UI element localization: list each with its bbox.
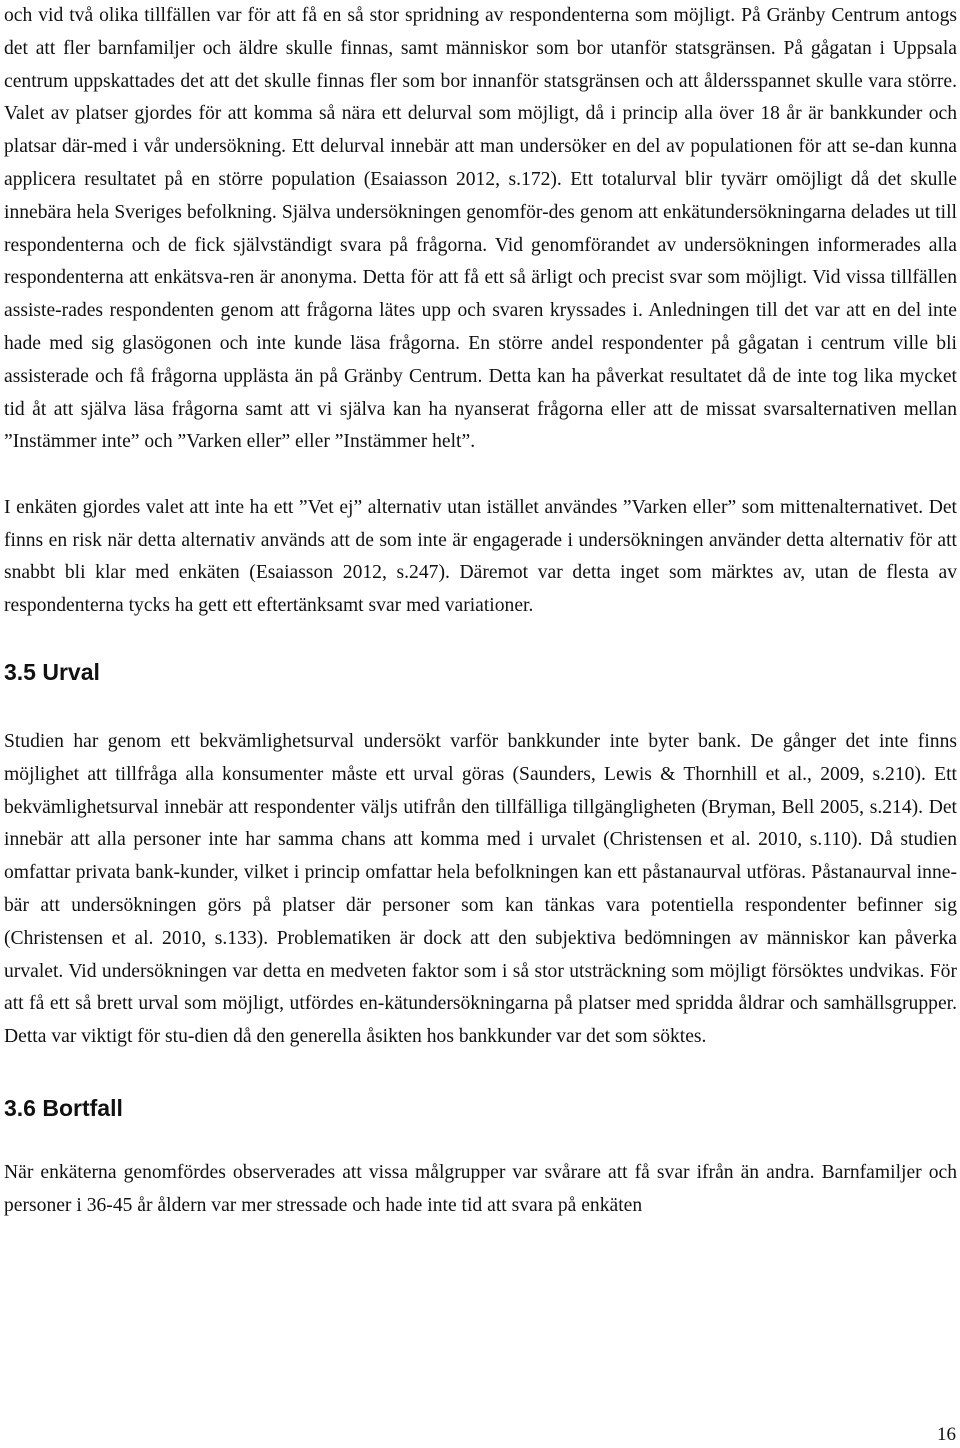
body-paragraph: I enkäten gjordes valet att inte ha ett ”Vet ej” alternativ utan istället användes ”Varken eller” som mittenalternativet. Det finns en risk när detta alternativ används att de som inte är engagerade i undersökningen använder detta alternativ för att snabbt bli klar med enkäten (Esaiasson 2012, s.247). Däremot var detta inget som märktes av, utan de flesta av respondenterna tycks ha gett ett eftertänksamt svar med variationer. bbox=[4, 496, 957, 617]
document-page bbox=[4, 0, 957, 1223]
section-heading: 3.5 Urval bbox=[4, 658, 100, 685]
section-heading: 3.6 Bortfall bbox=[4, 1094, 123, 1121]
body-paragraph: När enkäterna genomfördes observerades att vissa målgrupper var svårare att få svar ifrån än andra. Barnfamiljer och personer i 36-45 år åldern var mer stressade och hade inte tid att svara på enkäten bbox=[4, 1161, 957, 1216]
page-number: 16 bbox=[937, 1424, 956, 1445]
body-paragraph: Studien har genom ett bekvämlighetsurval undersökt varför bankkunder inte byter bank. De gånger det inte finns möjlighet att tillfråga alla konsumenter måste ett urval göras (Saunders, Lewis & Thornhill et al., 2009, s.210). Ett bekvämlighetsurval innebär att respondenter väljs utifrån den tillfälliga tillgängligheten (Bryman, Bell 2005, s.214). Det innebär att alla personer inte har samma chans att komma med i urvalet (Christensen et al. 2010, s.110). Då studien omfattar privata bank-kunder, vilket i princip omfattar hela befolkningen kan ett påstanaurval utföras. Påstanaurval inne-bär att undersökningen görs på platser där personer som kan tänkas vara potentiella respondenter befinner sig (Christensen et al. 2010, s.133). Problematiken är dock att den subjektiva bedömningen av människor kan påverka urvalet. Vid undersökningen var detta en medveten faktor som i så stor utsträckning som möjligt försöktes undvikas. För att få ett så brett urval som möjligt, utfördes en-kätundersökningarna på platser med spridda åldrar och samhällsgrupper. Detta var viktigt för stu-dien då den generella åsikten hos bankkunder var det som söktes. bbox=[4, 730, 957, 1048]
body-paragraph: och vid två olika tillfällen var för att få en så stor spridning av respondenterna som möjligt. På Gränby Centrum antogs det att fler barnfamiljer och äldre skulle finnas, samt människor som bor utanför statsgränsen. På gågatan i Uppsala centrum uppskattades det att det skulle finnas fler som bor innanför statsgränsen och att åldersspannet skulle vara större. Valet av platser gjordes för att komma så nära ett delurval som möjligt, då i princip alla över 18 år är bankkunder och platsar där-med i vår undersökning. Ett delurval innebär att man undersöker en del av populationen för att se-dan kunna applicera resultatet på en större population (Esaiasson 2012, s.172). Ett totalurval blir tyvärr omöjligt då det skulle innebära hela Sveriges befolkning. Själva undersökningen genomför-des genom att enkätundersökningarna delades ut till respondenterna och de fick självständigt svara på frågorna. Vid genomförandet av undersökningen informerades alla respondenterna att enkätsva-ren är anonyma. Detta för att få ett så ärligt och precist svar som möjligt. Vid vissa tillfällen assiste-rades respondenten genom att frågorna lätes upp och svaren kryssades i. Anledningen till det var att en del inte hade med sig glasögonen och inte kunde läsa frågorna. En större andel respondenter på gågatan i centrum ville bli assisterade och få frågorna upplästa än på Gränby Centrum. Detta kan ha påverkat resultatet då de inte tog lika mycket tid åt att själva läsa frågorna samt att vi själva kan ha nyanserat frågorna eller att de missat svarsalternativen mellan ”Instämmer inte” och ”Varken eller” eller ”Instämmer helt”. bbox=[4, 5, 957, 453]
